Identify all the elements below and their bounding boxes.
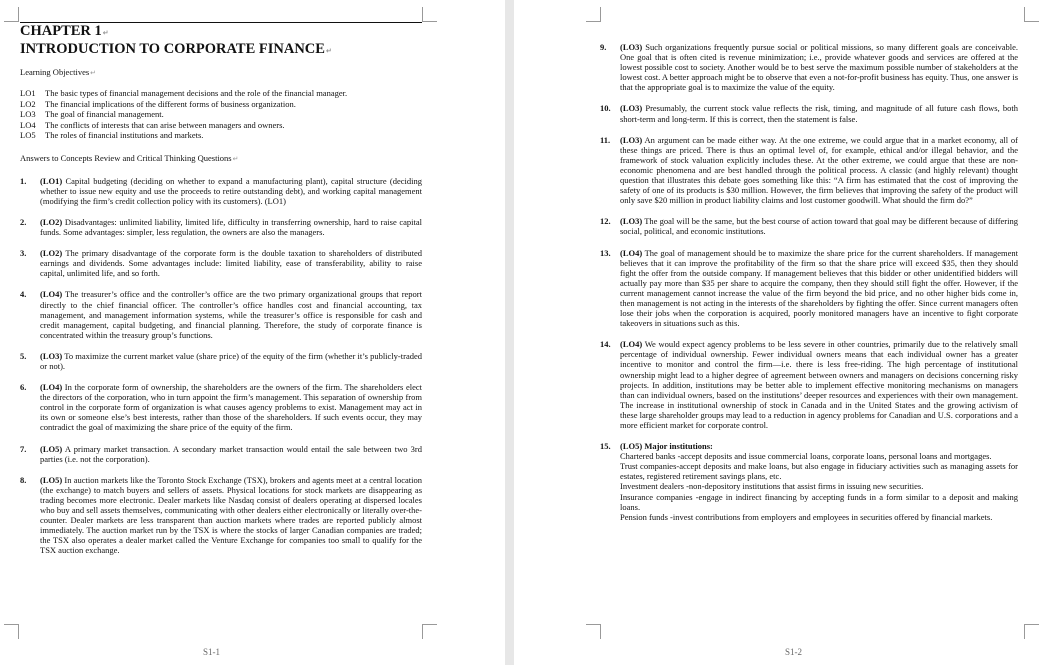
page-number: S1-1: [203, 647, 221, 657]
crop-mark-bottom-right: [1024, 624, 1039, 639]
question-item: 14. (LO4) We would expect agency problems to be less severe in other countries, primarily due to the relatively small percentage of individual ownership. Fewer individual owners means that each individual owner has a greater incentive to monitor and control the firm—i.e. there is less free-riding. The high percentage of institutional ownership might lead to a higher degree of agreement between owners and managers on decisions concerning risky projects. In addition, institutions may be better able to implement effective monitoring mechanisms on managers than can individual owners, based on the institutions’ deeper resources and experiences with their own management. The increase in institutional ownership of stock in Canada and in the United States and the growing activism of these large shareholder groups may lead to a reduction in agency problems for Canadian and U.S. corporations and a more efficient market for corporate control.: [600, 339, 1018, 430]
objectives-list: [20, 88, 422, 141]
objective-item: LO2 The financial implications of the different forms of business organization.: [20, 98, 296, 109]
crop-mark-bottom-left: [4, 624, 19, 639]
answers-heading: Answers to Concepts Review and Critical Thinking Questions↵: [20, 152, 239, 163]
page-s1-1: [0, 0, 505, 665]
question-item: 13. (LO4) The goal of management should be to maximize the share price for the current shareholders. If management believes that it can improve the profitability of the firm so that the share price will exceed $35, then they should fight the offer from the outside company. If management believes that this bidder or other unidentified bidders will actually pay more than $35 per share to acquire the company, then they should still fight the offer. However, if the current management cannot increase the value of the firm beyond the bid price, and no other higher bids come in, then management is not acting in the interests of the shareholders by fighting the offer. Since current managers often lose their jobs when the corporation is acquired, poorly monitored managers have an incentive to fight corporate takeovers in situations such as this.: [600, 247, 1018, 329]
crop-mark-top-left: [4, 7, 19, 22]
objectives-heading: Learning Objectives↵: [20, 67, 97, 77]
question-item: 2. (LO2) Disadvantages: unlimited liability, limited life, difficulty in transferring ownership, hard to raise capital funds. Some advantages: simpler, less regulation, the owners are also the managers.: [20, 216, 422, 238]
question-item: 7. (LO5) A primary market transaction. A secondary market transaction would entail the sale between two 3rd parties (i.e. not the corporation).: [20, 443, 422, 464]
crop-mark-bottom-left: [586, 624, 601, 639]
crop-mark-top-right: [422, 7, 437, 22]
question-item: 11. (LO3) An argument can be made either way. At the one extreme, we could argue that in a market economy, all of these things are priced. There is thus an optimal level of, for example, ethical and/or illegal behavior, and the framework of stock valuation explicitly includes these. At the other extreme, we could argue that these are non-economic phenomena and are best handled through the political process. A classic (and highly relevant) thought question that illustrates this debate goes something like this: “A firm has estimated that the cost of improving the safety of one of its products is $30 million. However, the firm believes that improving the safety of the product will only save $20 million in product liability claims and lost customer goodwill. What should the firm do?”: [600, 134, 1018, 206]
institution-item: Chartered banks -accept deposits and issue commercial loans, corporate loans, personal loans and mortgages.: [620, 451, 992, 462]
right-page-content: [600, 42, 1018, 533]
institution-item: Insurance companies -engage in indirect financing by accepting funds in a form similar to a deposit and making loans.: [620, 491, 1018, 512]
crop-mark-top-right: [1024, 7, 1039, 22]
question-item: 3. (LO2) The primary disadvantage of the corporate form is the double taxation to shareholders of distributed earnings and dividends. Some advantages include: limited liability, ease of transferability, ability to raise capital, unlimited life, and so forth.: [20, 248, 422, 279]
question-item: 1. (LO1) Capital budgeting (deciding on whether to expand a manufacturing plant), capital structure (deciding whether to issue new equity and use the proceeds to retire outstanding debt), and working capital management (modifying the firm’s credit collection policy with its customers). (LO1): [20, 175, 422, 206]
question-item: 10. (LO3) Presumably, the current stock value reflects the risk, timing, and magnitude of all future cash flows, both short-term and long-term. If this is correct, then the statement is false.: [600, 103, 1018, 124]
question-item: 9. (LO3) Such organizations frequently pursue social or political missions, so many different goals are conceivable. One goal that is often cited is revenue minimization; i.e., provide whatever goods and services are offered at the lowest possible cost to society. Another would be to best serve the maximum possible number of stakeholders at the lowest cost. A better approach might be to observe that even a not-for-profit business has equity. Thus, one answer is that the appropriate goal is to maximize the value of the equity.: [600, 42, 1018, 93]
objective-item: LO5 The roles of financial institutions and markets.: [20, 130, 204, 141]
objective-item: LO3 The goal of financial management.: [20, 109, 164, 120]
institution-item: Trust companies-accept deposits and make loans, but also engage in fiduciary activities such as managing assets for estates, registered retirement savings plans, etc.: [620, 461, 1018, 482]
chapter-title: INTRODUCTION TO CORPORATE FINANCE↵: [20, 41, 332, 57]
objective-item: LO1 The basic types of financial management decisions and the role of the financial manager.: [20, 88, 348, 99]
institution-item: Pension funds -invest contributions from employers and employees in securities offered by financial markets.: [620, 511, 993, 522]
page-s1-2: [514, 0, 1053, 665]
question-item: 6. (LO4) In the corporate form of ownership, the shareholders are the owners of the firm. The shareholders elect the directors of the corporation, who in turn appoint the firm’s management. This separation of ownership from control in the corporate form of organization is what causes agency problems to exist. Management may act in its own or someone else’s best interests, rather than those of the shareholders. If such events occur, they may contradict the goal of maximizing the share price of the equity of the firm.: [20, 382, 422, 433]
crop-mark-bottom-right: [422, 624, 437, 639]
page-gap: [505, 0, 514, 665]
chapter-number: CHAPTER 1↵: [20, 23, 109, 39]
question-item: 4. (LO4) The treasurer’s office and the controller’s office are the two primary organizational groups that report directly to the chief financial officer. The controller’s office handles cost and financial accounting, tax management, and management information systems, while the treasurer’s office is responsible for cash and credit management, capital budgeting, and financial planning. Therefore, the study of corporate finance is concentrated within the treasury group’s functions.: [20, 289, 422, 340]
objective-item: LO4 The conflicts of interests that can arise between managers and owners.: [20, 119, 285, 130]
question-item: 15. (LO5) Major institutions: Chartered banks -accept deposits and issue commercial loans, corporate loans, personal loans and mortgages. Trust companies-accept deposits and make loans, but also engage in fiduciary activities such as managing assets for estates, registered retirement savings plans, etc. Investment dealers -non-depository institutions that assist firms in issuing new securities. Insurance companies -engage in indirect financing by accepting funds in a form similar to a deposit and making loans. Pension funds -invest contributions from employers and employees in securities offered by financial markets.: [600, 441, 1018, 522]
page-number: S1-2: [785, 647, 803, 657]
crop-mark-top-left: [586, 7, 601, 22]
question-item: 5. (LO3) To maximize the current market value (share price) of the equity of the firm (whether it’s publicly-traded or not).: [20, 350, 422, 371]
question-item: 12. (LO3) The goal will be the same, but the best course of action toward that goal may be different because of differing social, political, and economic institutions.: [600, 216, 1018, 237]
left-page-content: [20, 22, 422, 567]
institution-item: Investment dealers -non-depository institutions that assist firms in issuing new securities.: [620, 481, 924, 492]
question-item: 8. (LO5) In auction markets like the Toronto Stock Exchange (TSX), brokers and agents meet at a central location (the exchange) to match buyers and sellers of assets. Physical locations for stock markets are disappearing as trading becomes more electronic. Dealer markets like Nasdaq consist of dealers operating at dispersed locales who buy and sell assets themselves, communicating with other dealers either electronically or literally over-the-counter. Dealer markets are less transparent than auction markets where trades are reported publicly almost immediately. The auction market run by the TSX is where the stocks of larger Canadian companies are traded; the TSX also operates a dealer market called the Venture Exchange for companies too small to qualify for the TSX auction exchange.: [20, 474, 422, 556]
